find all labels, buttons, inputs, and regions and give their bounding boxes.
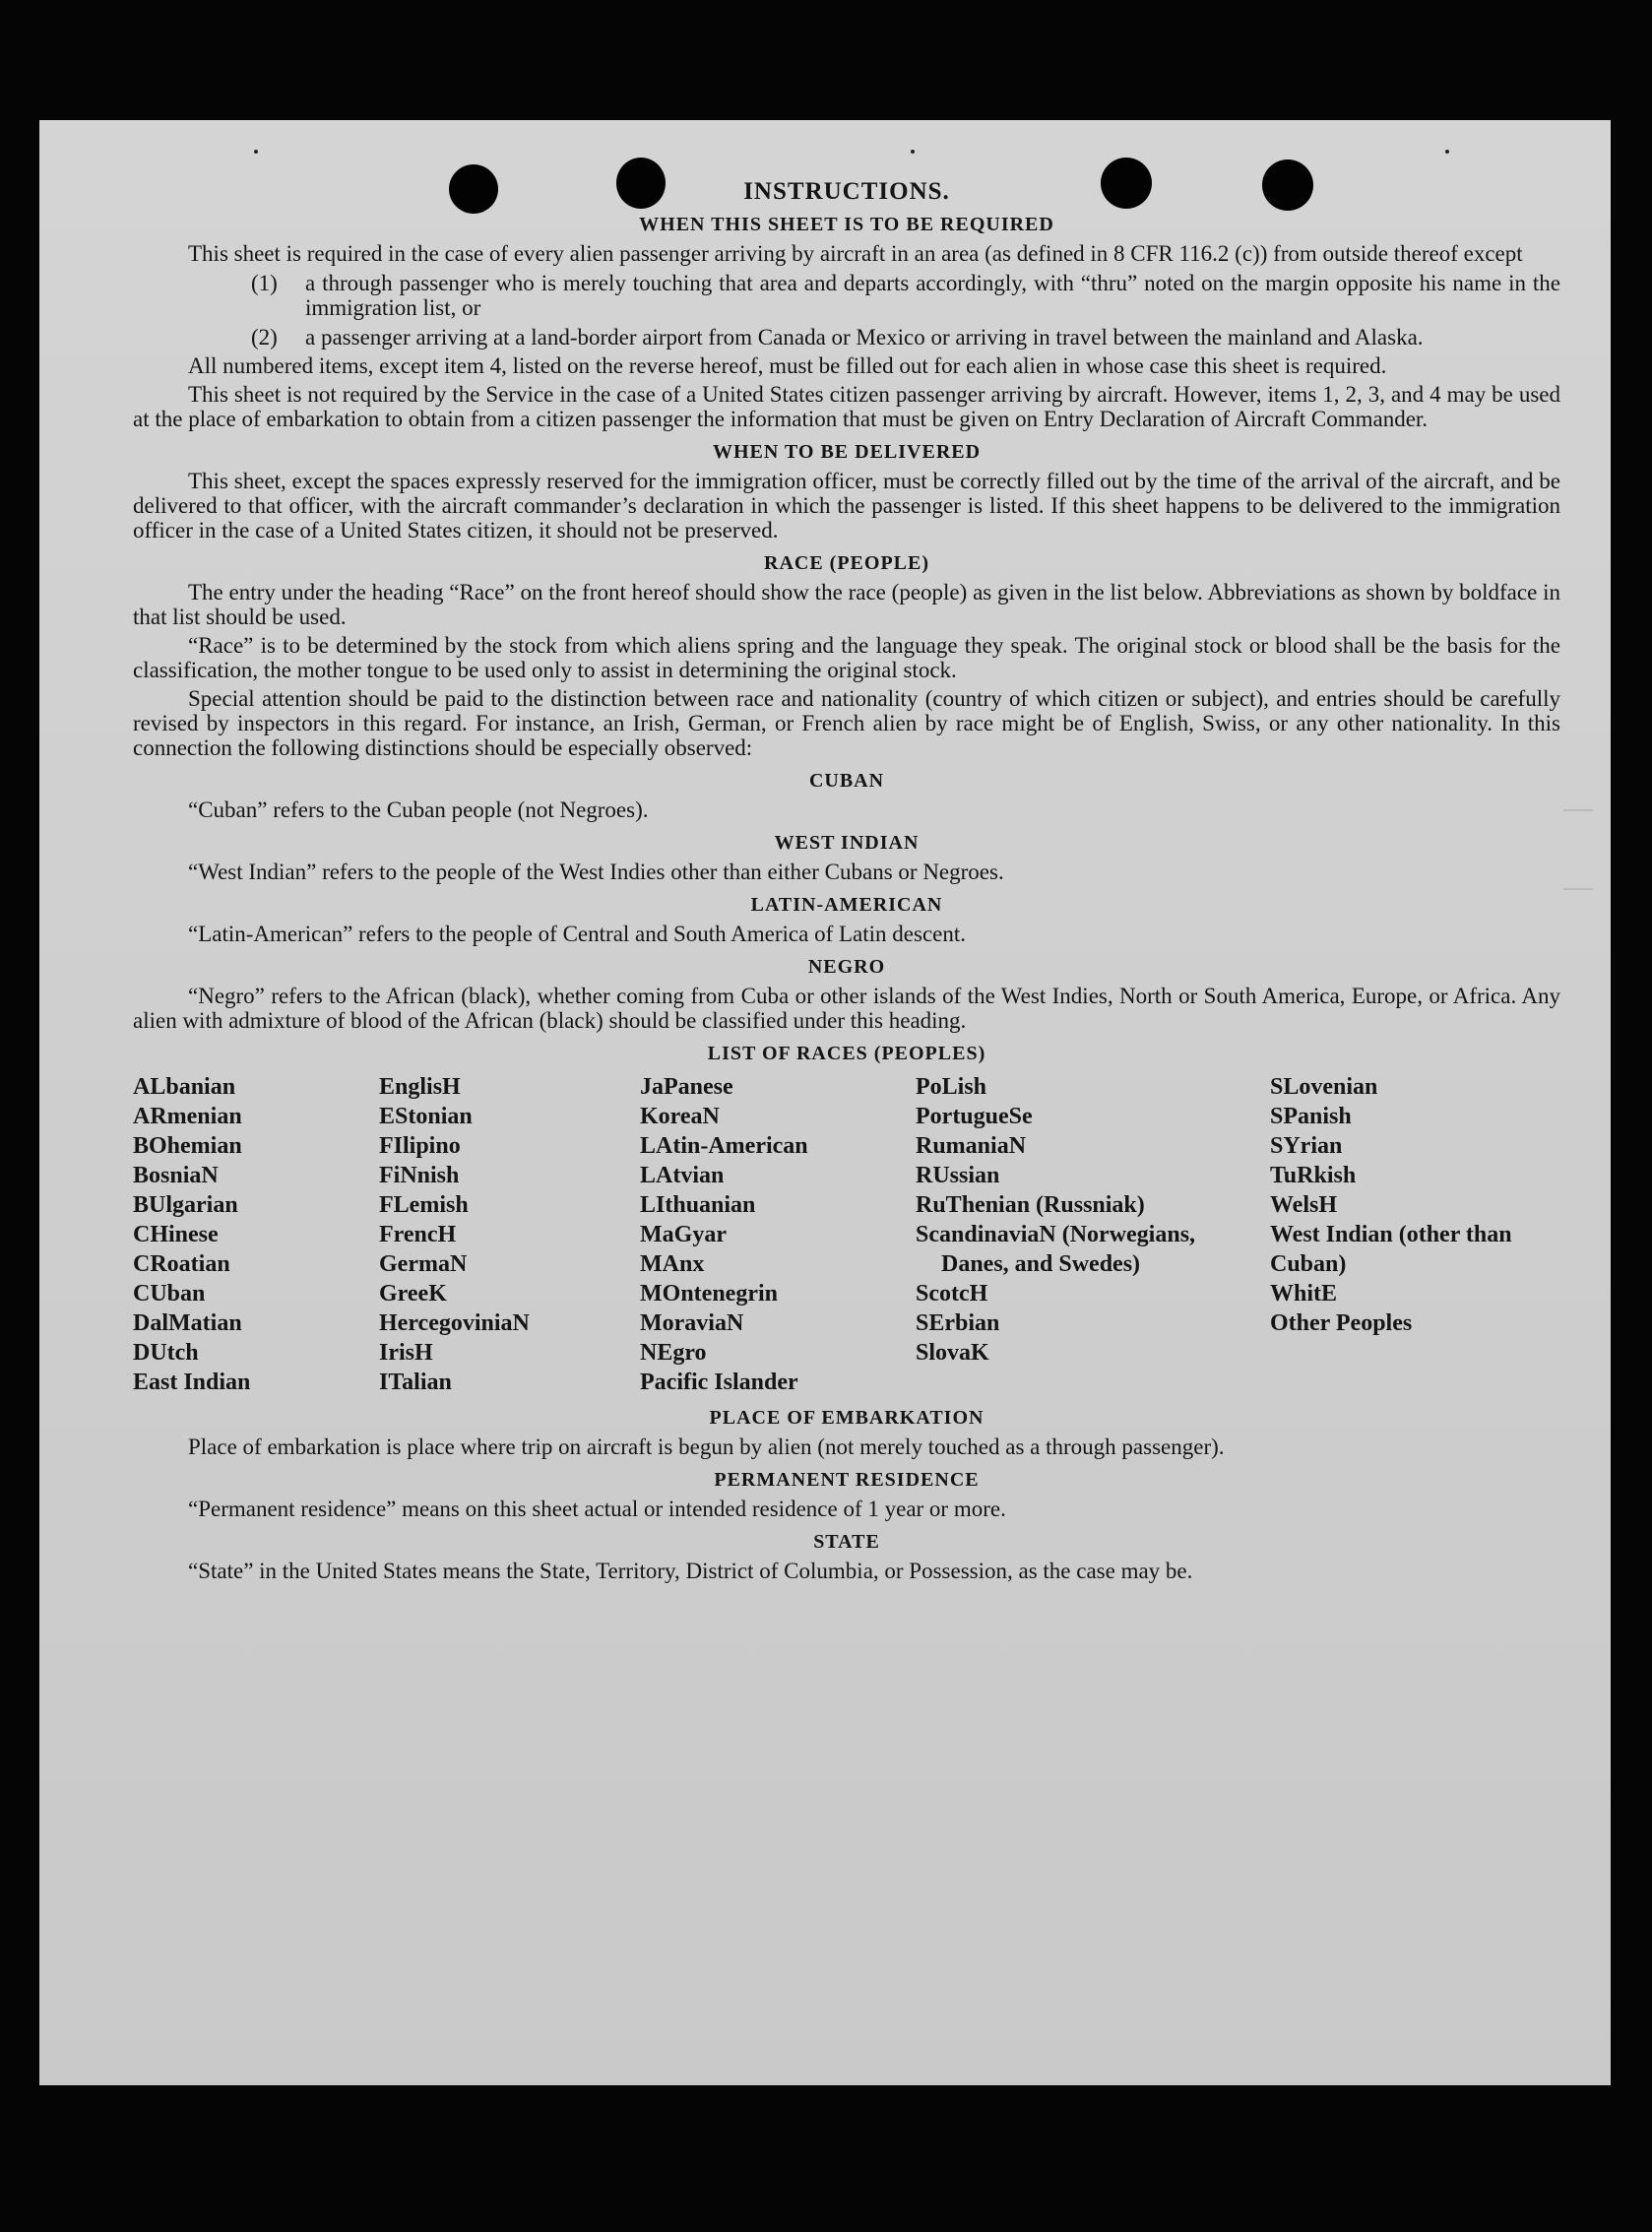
race-entry: FLemish bbox=[379, 1192, 469, 1218]
races-column bbox=[379, 1072, 640, 1397]
race-entry: Pacific Islander bbox=[640, 1370, 798, 1395]
item-text: a passenger arriving at a land-border airport from Canada or Mexico or arriving in travel between the mainland and Alaska. bbox=[305, 325, 1424, 350]
race-entry: GermaN bbox=[379, 1251, 468, 1277]
race-entry: EStonian bbox=[379, 1104, 473, 1129]
race-entry: PoLish bbox=[916, 1074, 987, 1100]
race-entry: ALbanian bbox=[133, 1074, 236, 1100]
paragraph: “State” in the United States means the State, Territory, District of Columbia, or Possession, as the case may be. bbox=[188, 1559, 1193, 1583]
instructions-content bbox=[133, 179, 1560, 1587]
race-entry: IrisH bbox=[379, 1340, 433, 1366]
paper-speck bbox=[1445, 150, 1449, 154]
race-entry: FIlipino bbox=[379, 1133, 461, 1159]
section-heading: WHEN TO BE DELIVERED bbox=[712, 441, 982, 463]
race-entry: CUban bbox=[133, 1281, 206, 1307]
section-heading: LATIN-AMERICAN bbox=[750, 894, 943, 916]
section-heading: STATE bbox=[813, 1531, 880, 1553]
race-entry: FrencH bbox=[379, 1222, 457, 1247]
race-entry: DUtch bbox=[133, 1340, 199, 1366]
race-entry: KoreaN bbox=[640, 1104, 720, 1129]
paragraph: “West Indian” refers to the people of the West Indies other than either Cubans or Negroes. bbox=[188, 860, 1004, 884]
race-entry: DalMatian bbox=[133, 1310, 242, 1336]
race-entry: Other Peoples bbox=[1270, 1310, 1413, 1336]
section-heading: LIST OF RACES (PEOPLES) bbox=[707, 1043, 986, 1064]
race-entry: ScandinaviaN (Norwegians, Danes, and Swedes) bbox=[916, 1222, 1196, 1277]
item-text: a through passenger who is merely touching that area and departs accordingly, with “thru” noted on the margin opposite his name in the immigration list, or bbox=[305, 271, 1560, 320]
paragraph: Special attention should be paid to the distinction between race and nationality (country of which citizen or subject), and entries should be carefully revised by inspectors in this regard. For instance, an Irish, German, or French alien by race might be of English, Swiss, or any other nationality. In this connection the following distinctions should be especially observed: bbox=[133, 686, 1560, 760]
race-entry: LIthuanian bbox=[640, 1192, 756, 1218]
race-entry: TuRkish bbox=[1270, 1163, 1357, 1188]
race-entry: East Indian bbox=[133, 1370, 251, 1395]
races-column bbox=[1270, 1072, 1560, 1397]
paragraph: This sheet is not required by the Service in the case of a United States citizen passenger arriving by aircraft. However, items 1, 2, 3, and 4 may be used at the place of embarkation to obtain from a citizen passenger the information that must be given on Entry Declaration of Aircraft Commander. bbox=[133, 382, 1560, 431]
section-heading: NEGRO bbox=[807, 956, 886, 978]
page-title: INSTRUCTIONS. bbox=[743, 178, 950, 205]
races-column bbox=[640, 1072, 916, 1397]
race-entry: BOhemian bbox=[133, 1133, 242, 1159]
paragraph: “Cuban” refers to the Cuban people (not Negroes). bbox=[188, 797, 649, 822]
race-entry: EnglisH bbox=[379, 1074, 461, 1100]
section-heading: RACE (PEOPLE) bbox=[764, 552, 929, 574]
item-number: (1) bbox=[251, 271, 278, 295]
paragraph: This sheet is required in the case of every alien passenger arriving by aircraft in an area (as defined in 8 CFR 116.2 (c)) from outside thereof except bbox=[188, 241, 1523, 266]
race-entry: BosniaN bbox=[133, 1163, 219, 1188]
section-heading: WEST INDIAN bbox=[774, 832, 920, 854]
paragraph: “Race” is to be determined by the stock from which aliens spring and the language they speak. The original stock or blood shall be the basis for the classification, the mother tongue to be used only to assist in determining the original stock. bbox=[133, 633, 1560, 682]
section-heading: WHEN THIS SHEET IS TO BE REQUIRED bbox=[639, 214, 1054, 235]
race-entry: ITalian bbox=[379, 1370, 452, 1395]
race-entry: NEgro bbox=[640, 1340, 707, 1366]
list-item bbox=[133, 271, 1560, 320]
item-number: (2) bbox=[251, 325, 278, 350]
race-entry: WhitE bbox=[1270, 1281, 1338, 1307]
race-entry: West Indian (other than Cuban) bbox=[1270, 1222, 1512, 1277]
section-heading: PERMANENT RESIDENCE bbox=[714, 1469, 980, 1491]
race-entry: JaPanese bbox=[640, 1074, 733, 1100]
race-entry: SPanish bbox=[1270, 1104, 1352, 1129]
paragraph: “Permanent residence” means on this sheet actual or intended residence of 1 year or more. bbox=[188, 1497, 1006, 1521]
race-entry: MAnx bbox=[640, 1251, 705, 1277]
paper-speck bbox=[254, 150, 258, 154]
list-item bbox=[133, 325, 1560, 350]
margin-mark bbox=[1563, 888, 1593, 890]
race-entry: MaGyar bbox=[640, 1222, 727, 1247]
race-entry: ScotcH bbox=[916, 1281, 988, 1307]
paragraph: All numbered items, except item 4, listed on the reverse hereof, must be filled out for each alien in whose case this sheet is required. bbox=[188, 353, 1387, 378]
races-column bbox=[133, 1072, 379, 1397]
race-entry: SLovenian bbox=[1270, 1074, 1378, 1100]
margin-mark bbox=[1563, 809, 1593, 811]
paragraph: This sheet, except the spaces expressly reserved for the immigration officer, must be correctly filled out by the time of the arrival of the aircraft, and be delivered to that officer, with the aircraft commander’s declaration in which the passenger is listed. If this sheet happens to be delivered to the immigration officer in the case of a United States citizen, it should not be preserved. bbox=[133, 469, 1560, 542]
race-entry: BUlgarian bbox=[133, 1192, 238, 1218]
race-entry: CRoatian bbox=[133, 1251, 230, 1277]
paragraph: Place of embarkation is place where trip on aircraft is begun by alien (not merely touched as a through passenger). bbox=[188, 1435, 1225, 1459]
race-entry: HercegoviniaN bbox=[379, 1310, 530, 1336]
paper-speck bbox=[911, 150, 915, 154]
race-entry: RUssian bbox=[916, 1163, 1000, 1188]
document-sheet bbox=[39, 120, 1611, 2085]
race-entry: SlovaK bbox=[916, 1340, 989, 1366]
race-entry: SErbian bbox=[916, 1310, 1000, 1336]
race-entry: MOntenegrin bbox=[640, 1281, 778, 1307]
race-entry: MoraviaN bbox=[640, 1310, 744, 1336]
section-heading: CUBAN bbox=[808, 770, 885, 792]
paragraph: “Latin-American” refers to the people of Central and South America of Latin descent. bbox=[188, 922, 966, 946]
section-heading: PLACE OF EMBARKATION bbox=[709, 1407, 985, 1429]
race-entry: ARmenian bbox=[133, 1104, 242, 1129]
race-entry: LAtvian bbox=[640, 1163, 725, 1188]
paragraph: The entry under the heading “Race” on the front hereof should show the race (people) as given in the list below. Abbreviations as shown by boldface in that list should be used. bbox=[133, 580, 1560, 629]
paragraph: “Negro” refers to the African (black), whether coming from Cuba or other islands of the West Indies, North or South America, Europe, or Africa. Any alien with admixture of blood of the African (black) should be classified under this heading. bbox=[133, 984, 1560, 1033]
race-entry: FiNnish bbox=[379, 1163, 460, 1188]
race-entry: LAtin-American bbox=[640, 1133, 808, 1159]
race-entry: WelsH bbox=[1270, 1192, 1338, 1218]
race-entry: SYrian bbox=[1270, 1133, 1343, 1159]
race-entry: PortugueSe bbox=[916, 1104, 1033, 1129]
race-entry: RumaniaN bbox=[916, 1133, 1027, 1159]
races-list bbox=[133, 1072, 1560, 1397]
race-entry: CHinese bbox=[133, 1222, 219, 1247]
race-entry: GreeK bbox=[379, 1281, 447, 1307]
races-column bbox=[916, 1072, 1270, 1397]
race-entry: RuThenian (Russniak) bbox=[916, 1192, 1145, 1218]
